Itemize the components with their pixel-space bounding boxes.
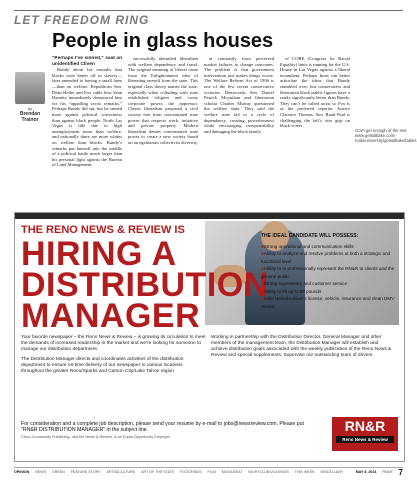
ad-paragraph: The Distribution Manager directs and coordinates activities of the distribution department to ensure on-time delivery of our newspaper to various locations throughout the greater Reno/Sparks and Carson City/Lake Tahoe region. [21,357,184,374]
footer-section[interactable]: FOODFINDS [180,470,202,474]
byline [14,72,46,123]
ad-intro-left [21,335,206,379]
section-kicker: LET FREEDOM RING [14,13,150,27]
ad-hiring-title: HIRING A DISTRIBUTION MANAGER [21,235,269,335]
candidate-item: ■ Ability to to professionally represent the RN&R to clients and the general public [261,265,395,280]
footer-section[interactable]: ARTS&CULTURE [106,470,136,474]
article-column-2 [128,56,198,206]
logo-text: RN&R [344,418,386,434]
article-column-3 [204,56,274,206]
article-lead: “Perhaps I’ve sinned,” said an unidentified Cliven [52,56,122,67]
article-text: of CORE (Congress for Racial Equality) Innis is running for the U.S. House in Las Vegas against a liberal incumbent. Perhaps Innis can better articulate the ideas that Bundy stumbled over, but conservative and libertarian black public figures have a rarely significantly better than Bundy. They can’t be called racist so Fox is as the preferred reporter. Justice Clarence Thomas. Sen. Rand Paul is challenging the left’s vise grip on black voters. [280,56,350,129]
footer-section[interactable]: MUSICBEAT [221,470,243,474]
author-photo [15,72,45,104]
article-text: successfully identified liberalism with welfare dependency and fraud. The original meaning of liberal came from the Enlightenment idea of liberating oneself from the state. This original class theory names the state, especially when colluding with state established religion and crony corporate power, the oppressor. Classic liberalism proposed a civil society free from concentrated state power that respects work, initiative and private property. Modern liberalism denies concentrated state power to create a new society based on an egalitarian collectivist diversity. [128,56,198,145]
sidenote: Gov't get enough of the rest www.getsaltlake.com/ makeuniversity/getsaltlake/tables [355,128,417,143]
article-columns [52,56,350,206]
rnr-logo [332,417,398,451]
ad-intro-right [211,335,396,363]
apply-text: For consideration and a complete job description, please send your resume by e-mail to jobs@newsreview.com. Please put "RN&R DISTRIBUTION MANAGER" in the subject line. [21,421,304,434]
footer-section[interactable]: FILM [207,470,216,474]
page-number: 7 [398,467,403,477]
footer-date: MAY 8, 2014 [355,470,377,474]
footer-section[interactable]: MISCELLANY [320,470,344,474]
hiring-advertisement [14,212,405,462]
article-text: at constantly from perceived market failures to change outcomes. The problem is that government intervention just makes things worse. The Welfare Reform Act of 1996 is one of the few recent conservative victories. Democratic Sen. Daniel Patrick Moynihan and libertarian scholar Charles Murray questioned the welfare state. They said the welfare state led to a cycle of dependency, creating powerlessness while encouraging irresponsibility and damaging the black family. [204,56,274,134]
article-headline: People in glass houses [52,30,274,52]
logo-subtext: Reno News & Review [336,436,394,443]
ad-paragraph: Your favorite newspaper – the Reno News & Review – is growing its circulation to meet the demands of increased readership in the market and we're looking for someone to manage our distribution department. [21,335,206,352]
ad-site-line: THE RENO NEWS & REVIEW IS [21,224,185,236]
candidate-item: ■ Strong operational and communication skills [261,243,395,251]
article-column-4 [280,56,350,206]
footer-section[interactable]: ART OF THE STATE [141,470,175,474]
footer-section[interactable]: GREEN [51,470,65,474]
fine-print: Chico Community Publishing, dba the News & Review, is an Equal Opportunity Employer [21,434,171,439]
candidate-item: ■ Strong supervisory and customer service [261,280,395,288]
footer-page-label: RN&R [382,470,393,474]
footer-section[interactable]: NEWS [35,470,46,474]
candidate-title: THE IDEAL CANDIDATE WILL POSSESS: [261,233,359,239]
article-text: Bundy about his remarks that blacks were better off in slavery—later amended to having a small farm—than on welfare. Republican Sen. Dean Heller and Fox cable host Sean Hannity immediately denounced him for his “appalling racist remarks.” Perhaps Bundy did sin, but he sinned more against political correctness than against black people. North Las Vegas is idle due to high unemployment more than welfare, and nationally there are more whites on welfare than blacks. Bundy’s remarks put himself into the middle of a political battle much larger than his personal fight against the Bureau of Land Management. [52,67,122,168]
candidate-requirements [261,233,395,310]
candidate-item: ■ Valid Nevada driver's license, vehicle, insurance and clean DMV record [261,295,395,310]
ad-apply [21,421,321,440]
footer-section[interactable]: THIS WEEK [294,470,315,474]
ad-paragraph: Working in partnership with the Distribution Director, General Manager and other members of the management team, the Distribution Manager will establish and achieve distribution goals associated with the weekly publication of the Reno News & Review and special supplements. Supervise our outstanding team of drivers. [211,335,392,358]
footer-section[interactable]: FEATURE STORY [70,470,101,474]
byline-by: by [27,106,33,111]
ad-top-bar [15,213,404,219]
candidate-item: ■ Ability to lift up to 50 pounds [261,288,395,296]
byline-name: Brendan Trainor [19,111,41,123]
article-column-1 [52,56,122,206]
candidate-item: ■ Ability to analyze and resolve problems at both a strategic and functional level [261,250,395,265]
page-footer [14,467,403,476]
footer-section[interactable]: NIGHTCLUBS/CASINOS [248,470,289,474]
footer-section[interactable]: OPINION [14,470,30,474]
